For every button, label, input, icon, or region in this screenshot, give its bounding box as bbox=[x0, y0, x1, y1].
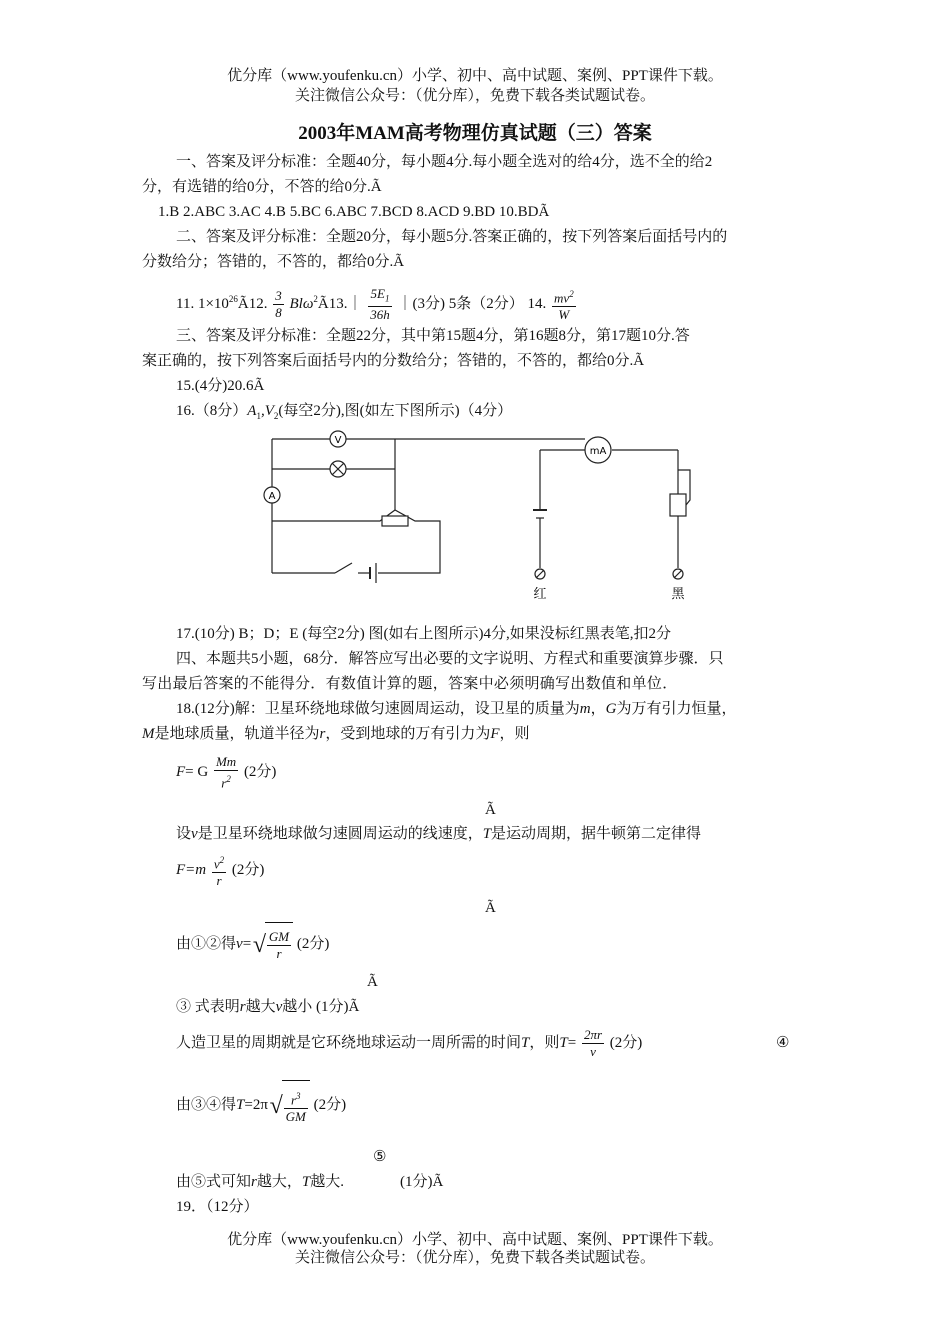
ammeter-label: A bbox=[268, 491, 276, 502]
q18-line-a: 18.(12分)解：卫星环绕地球做匀速圆周运动，设卫星的质量为m，G为万有引力恒量， bbox=[176, 701, 737, 717]
q18-line-b: M是地球质量，轨道半径为r，受到地球的万有引力为F，则 bbox=[142, 726, 530, 742]
sqrt-r3-over-gm: √ $\frac{r^3}{GM}$ bbox=[272, 1080, 310, 1131]
right-circuit bbox=[533, 437, 690, 579]
sec4-line-a: 四、本题共5小题，68分．解答应写出必要的文字说明、方程式和重要演算步骤．只 bbox=[176, 651, 724, 667]
sec4-line-b: 写出最后答案的不能得分．有数值计算的题，答案中必须明确写出数值和单位． bbox=[142, 676, 678, 692]
equation-period: 人造卫星的周期就是它环绕地球运动一周所需的时间T，则T= $\frac{2\pi r}{v}$ (2分) bbox=[176, 1027, 643, 1060]
q18-line-d: ③ 式表明r越大v越小 (1分)Ã bbox=[176, 999, 360, 1015]
left-circuit bbox=[264, 431, 585, 583]
sec2-line-a: 二、答案及评分标准：全题20分，每小题5分.答案正确的，按下列答案后面括号内的 bbox=[176, 229, 728, 245]
equation-1: F= G $\frac{Mm}{r^2}$ (2分) bbox=[176, 753, 277, 791]
footer-line-2: 关注微信公众号：（优分库），免费下载各类试题试卷。 bbox=[294, 1250, 655, 1266]
circuit-diagrams bbox=[260, 428, 720, 608]
equation-4: 由③④得T=2π √ $\frac{r^3}{GM}$ (2分) bbox=[176, 1080, 346, 1131]
equation-number-4: ④ bbox=[776, 1035, 790, 1051]
q18-conclusion: 由⑤式可知r越大，T越大. (1分)Ã bbox=[176, 1174, 444, 1190]
q16-answer: 16.（8分）$A_1,V_2$(每空2分),图(如左下图所示)（4分） bbox=[176, 403, 513, 421]
equation-2: F=m $\frac{v^2}{r}$ (2分) bbox=[176, 848, 264, 892]
sec2-line-b: 分数给分；答错的，不答的，都给0分.Ã bbox=[142, 254, 405, 270]
sec3-line-b: 案正确的，按下列答案后面括号内的分数给分；答错的，不答的，都给0分.Ã bbox=[142, 353, 645, 369]
sec1-line-a: 一、答案及评分标准：全题40分，每小题4分.每小题全选对的给4分，选不全的给2 bbox=[176, 154, 713, 170]
sqrt-gm-over-r: √ $\frac{GM}{r}$ bbox=[255, 922, 293, 967]
sec1-line-b: 分，有选错的给0分，不答的给0分.Ã bbox=[142, 179, 382, 195]
fraction-5e1-36h: $\frac{5E_1}{36h}$ bbox=[370, 285, 390, 323]
header-line-2: 关注微信公众号：（优分库），免费下载各类试题试卷。 bbox=[294, 88, 655, 104]
milliammeter-label: mA bbox=[589, 446, 607, 457]
header-line-1: 优分库（www.youfenku.cn）小学、初中、高中试题、案例、PPT课件下载。 bbox=[227, 68, 723, 84]
fraction-mv2-w: $\frac{mv^2}{W}$ bbox=[552, 286, 576, 323]
equation-number-5: ⑤ bbox=[373, 1149, 387, 1165]
footer-line-1: 优分库（www.youfenku.cn）小学、初中、高中试题、案例、PPT课件下载。 bbox=[227, 1232, 723, 1248]
page-title: 2003年MAM高考物理仿真试题（三）答案 bbox=[298, 123, 652, 144]
q19-heading: 19．（12分） bbox=[176, 1199, 259, 1215]
voltmeter-label: V bbox=[334, 435, 342, 446]
sec3-line-a: 三、答案及评分标准：全题22分，其中第15题4分，第16题8分，第17题10分.答 bbox=[176, 328, 690, 344]
equation-3-mark: Ã bbox=[367, 974, 378, 990]
equation-3: 由①②得v= √ $\frac{GM}{r}$ (2分) bbox=[176, 922, 329, 967]
equation-1-mark: Ã bbox=[485, 802, 496, 818]
red-probe-label: 红 bbox=[533, 587, 547, 602]
black-probe-label: 黑 bbox=[671, 587, 685, 602]
q15-answer: 15.(4分)20.6Ã bbox=[176, 378, 265, 394]
q17-answer: 17.(10分) B；D；E (每空2分) 图(如右上图所示)4分,如果没标红黑表笔,扣2分 bbox=[176, 626, 671, 642]
sec1-answers: 1.B 2.ABC 3.AC 4.B 5.BC 6.ABC 7.BCD 8.ACD 9.BD 10.BDÃ bbox=[158, 204, 550, 220]
q18-line-c: 设v是卫星环绕地球做匀速圆周运动的线速度，T是运动周期，据牛顿第二定律得 bbox=[176, 826, 702, 842]
equation-2-mark: Ã bbox=[485, 900, 496, 916]
fraction-3-8: $\frac{3}{8}$ bbox=[275, 288, 282, 321]
sec2-answers-11-14: 11. $1\times 10^{26}Ã12$. $\frac{3}{8}$ Blω$^2$Ã13.｜ $\frac{5E_1}{36h}$ ｜(3分) 5条（2分） 14. $\frac{mv^2}{W}$ bbox=[176, 285, 574, 323]
